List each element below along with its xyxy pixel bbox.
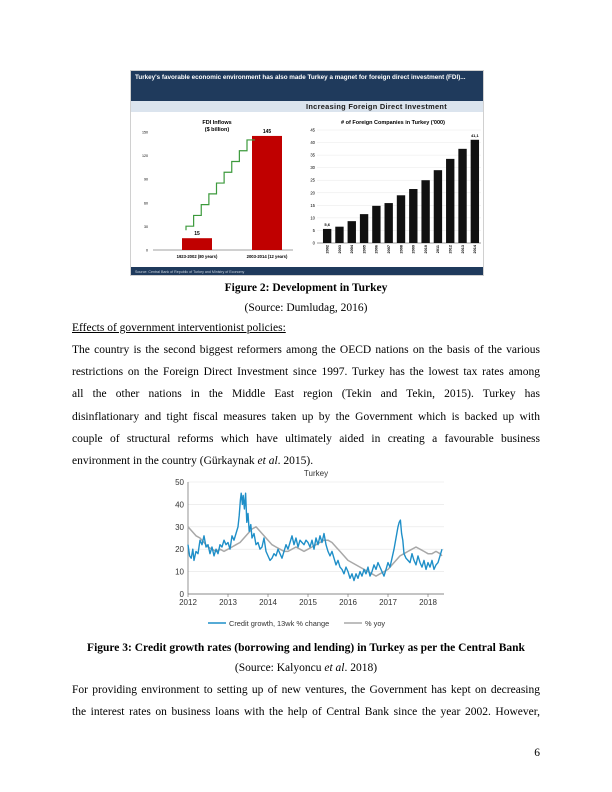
credit-y-tick-label: 20 bbox=[175, 545, 184, 555]
companies-year-label: 2002 bbox=[325, 245, 330, 254]
companies-y-tick-label: 30 bbox=[310, 165, 315, 171]
credit-chart-title: Turkey bbox=[303, 469, 329, 478]
companies-year-label: 2011 bbox=[436, 245, 441, 254]
section-heading: Effects of government interventionist policies: bbox=[72, 322, 286, 334]
figure-2-header: Turkey's favorable economic environment has also made Turkey a magnet for foreign direct investment (FDI)... bbox=[131, 71, 484, 101]
companies-y-tick-label: 0 bbox=[312, 240, 315, 246]
credit-x-tick-label: 2016 bbox=[339, 598, 357, 607]
fdi-bar-value-label: 145 bbox=[262, 128, 272, 135]
legend-yoy-label: % yoy bbox=[365, 619, 386, 628]
companies-year-label: 2008 bbox=[399, 245, 404, 254]
companies-y-tick-label: 15 bbox=[310, 202, 315, 208]
companies-year-label: 2012 bbox=[448, 245, 453, 254]
companies-year-label: 2014 bbox=[473, 245, 478, 254]
companies-y-tick-label: 25 bbox=[310, 177, 315, 183]
companies-bar bbox=[323, 229, 331, 243]
credit-x-tick-label: 2017 bbox=[379, 598, 397, 607]
paragraph-2-line: the interest rates on business loans with the help of Central Bank since the year 2002. However, bbox=[72, 706, 540, 719]
companies-y-tick-label: 40 bbox=[310, 140, 315, 146]
credit-y-tick-label: 30 bbox=[175, 522, 184, 532]
figure-3-source-year: . 2018) bbox=[344, 662, 378, 674]
companies-bar bbox=[397, 195, 405, 243]
citation-text: environment in the country (Gürkaynak bbox=[72, 454, 258, 467]
companies-year-label: 2013 bbox=[460, 245, 465, 254]
companies-bar bbox=[385, 203, 393, 243]
fdi-bar bbox=[182, 238, 212, 250]
credit-x-tick-label: 2018 bbox=[419, 598, 437, 607]
fdi-category-label: 1923-2002 (80 years) bbox=[176, 254, 218, 259]
fdi-y-tick-label: 90 bbox=[144, 177, 148, 182]
companies-year-label: 2007 bbox=[386, 245, 391, 254]
credit-x-tick-label: 2013 bbox=[219, 598, 237, 607]
figure-2-image bbox=[130, 70, 484, 276]
companies-bar bbox=[348, 221, 356, 243]
companies-year-label: 2009 bbox=[411, 245, 416, 254]
citation-year: . 2015). bbox=[277, 454, 314, 467]
companies-y-tick-label: 20 bbox=[310, 190, 315, 196]
credit-x-tick-label: 2014 bbox=[259, 598, 277, 607]
fdi-bar bbox=[252, 136, 282, 250]
fdi-category-label: 2003-2014 (12 years) bbox=[246, 254, 288, 259]
companies-year-label: 2006 bbox=[374, 245, 379, 254]
credit-growth-line bbox=[188, 493, 442, 580]
citation-et-al: et al bbox=[257, 454, 278, 467]
companies-bar bbox=[421, 180, 429, 243]
fdi-chart-title-unit: ($ billion) bbox=[204, 127, 230, 133]
credit-y-tick-label: 40 bbox=[175, 500, 184, 510]
credit-growth-chart bbox=[160, 466, 450, 634]
paragraph-2-line: For providing environment to setting up of new ventures, the Government has kept on decreasing bbox=[72, 684, 540, 696]
page-number: 6 bbox=[534, 747, 540, 759]
figure-3-source-pre: (Source: Kalyoncu bbox=[234, 662, 325, 674]
credit-y-tick-label: 50 bbox=[175, 478, 184, 487]
companies-chart-title: # of Foreign Companies in Turkey ('000) bbox=[341, 120, 445, 126]
fdi-growth-staircase bbox=[186, 140, 255, 230]
companies-y-tick-label: 45 bbox=[310, 127, 315, 133]
paragraph-1-line: The country is the second biggest reformers among the OECD nations on the basis of the various bbox=[72, 344, 540, 356]
fdi-y-tick-label: 30 bbox=[144, 224, 148, 229]
companies-year-label: 2004 bbox=[350, 245, 355, 254]
fdi-y-tick-label: 150 bbox=[142, 130, 148, 135]
credit-x-tick-label: 2015 bbox=[299, 598, 317, 607]
figure-2-source-note: Source: Central Bank of Republic of Turkey and Ministry of Economy bbox=[131, 267, 484, 276]
paragraph-2 bbox=[72, 679, 540, 723]
paragraph-1-line: couple of structural reforms which have ultimately aided in creating a favourable business bbox=[72, 432, 540, 445]
figure-2-source: (Source: Dumludag, 2016) bbox=[244, 302, 368, 314]
credit-x-tick-label: 2012 bbox=[179, 598, 197, 607]
fdi-y-tick-label: 0 bbox=[146, 248, 148, 253]
figure-3-source bbox=[0, 662, 612, 674]
paragraph-1 bbox=[72, 339, 540, 472]
paragraph-1-line: restrictions on the Foreign Direct Investment since 1997. Turkey has the lowest tax rates among bbox=[72, 366, 540, 379]
credit-y-tick-label: 0 bbox=[179, 590, 184, 599]
companies-bar bbox=[434, 170, 442, 243]
paragraph-1-line: all the other nations in the Middle East region (Tekin and Tekin, 2015). Turkey has bbox=[72, 388, 540, 401]
fdi-bar-value-label: 15 bbox=[194, 231, 200, 238]
companies-bar bbox=[372, 206, 380, 243]
fdi-y-tick-label: 60 bbox=[144, 201, 148, 206]
companies-y-tick-label: 35 bbox=[310, 152, 315, 158]
foreign-companies-chart bbox=[301, 112, 484, 267]
companies-bar bbox=[335, 227, 343, 243]
companies-year-label: 2003 bbox=[337, 245, 342, 254]
companies-first-value-label: 5,6 bbox=[324, 221, 330, 227]
fdi-inflows-chart bbox=[131, 112, 301, 267]
companies-bar bbox=[446, 159, 454, 243]
figure-2-caption: Figure 2: Development in Turkey bbox=[224, 282, 388, 294]
companies-y-tick-label: 10 bbox=[310, 215, 315, 221]
companies-year-label: 2005 bbox=[362, 245, 367, 254]
figure-2-subheader: Increasing Foreign Direct Investment bbox=[131, 101, 484, 112]
companies-bar bbox=[360, 214, 368, 243]
fdi-chart-title: FDI Inflows bbox=[202, 120, 232, 126]
companies-y-tick-label: 5 bbox=[312, 227, 315, 233]
figure-3-caption: Figure 3: Credit growth rates (borrowing and lending) in Turkey as per the Central Bank bbox=[87, 642, 525, 654]
companies-bar bbox=[471, 140, 479, 243]
paragraph-1-line: disinflationary and tight fiscal measures taken up by the Government which is backed up with bbox=[72, 410, 540, 423]
companies-year-label: 2010 bbox=[423, 245, 428, 254]
companies-last-value-label: 41,1 bbox=[470, 132, 479, 138]
figure-3-source-et-al: et al bbox=[324, 662, 345, 674]
companies-bar bbox=[409, 189, 417, 243]
fdi-y-tick-label: 120 bbox=[142, 154, 148, 159]
credit-y-tick-label: 10 bbox=[175, 567, 184, 577]
companies-bar bbox=[458, 149, 466, 243]
legend-credit-growth-label: Credit growth, 13wk % change bbox=[229, 619, 330, 628]
